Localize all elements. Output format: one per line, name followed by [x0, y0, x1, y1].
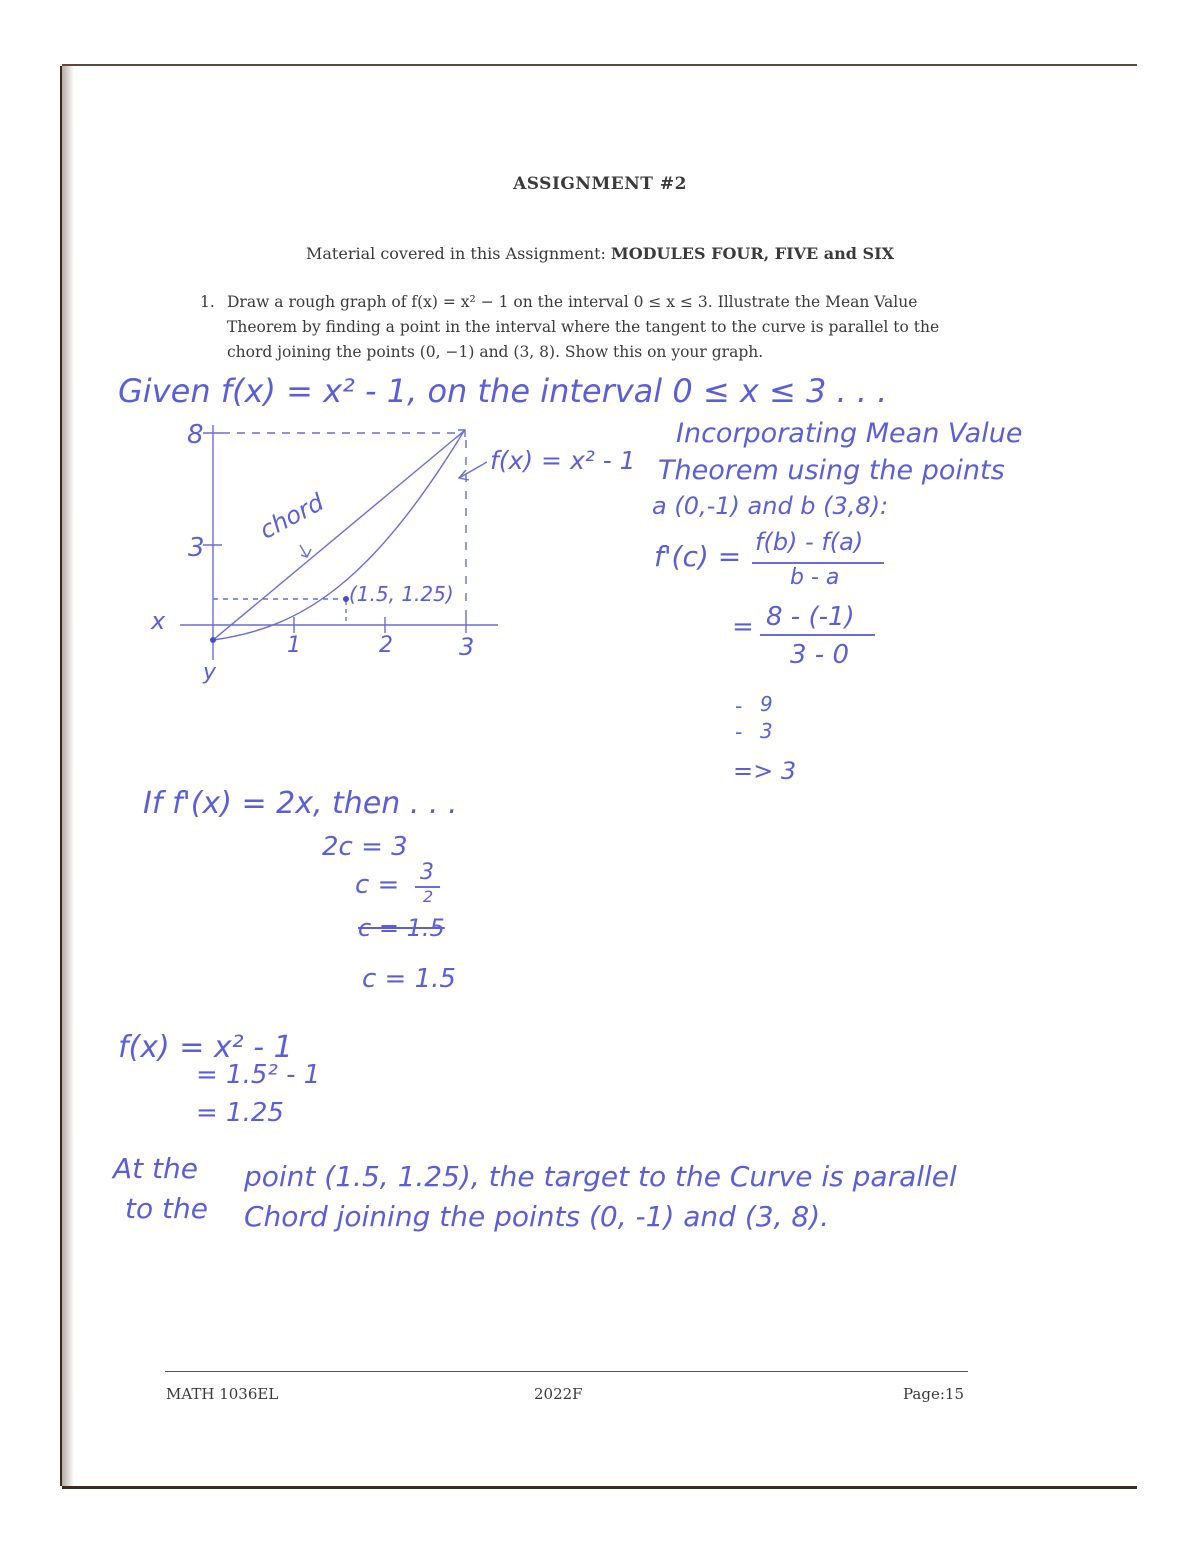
x-tick-label-3: 3: [459, 633, 475, 661]
conclusion-2a: to the: [125, 1192, 208, 1225]
x-tick-label-2: 2: [379, 633, 393, 658]
fc-fraction-bar: [752, 562, 884, 564]
footer-term: 2022F: [534, 1385, 583, 1403]
curve-label: f(x) = x² - 1: [490, 446, 636, 475]
c-line-3-struck: c = 1.5: [358, 914, 445, 942]
x-tick-label-1: 1: [287, 633, 301, 658]
y-tick-label-3: 3: [188, 533, 205, 563]
step-denominator: 3 - 0: [790, 640, 849, 670]
fx-line-1: f(x) = x² - 1: [118, 1030, 293, 1065]
conclusion-2b: Chord joining the points (0, -1) and (3, 8).: [244, 1200, 830, 1233]
step-three: 3: [760, 719, 773, 743]
mvt-line-1: Incorporating Mean Value: [676, 418, 1023, 449]
step-fraction-bar: [760, 634, 875, 636]
problem-line-3: chord joining the points (0, −1) and (3, 8). Show this on your graph.: [227, 343, 764, 361]
curve-arrow: [459, 462, 487, 480]
chord-line: [213, 431, 464, 640]
point-label: (1.5, 1.25): [349, 582, 454, 606]
conclusion-1b: point (1.5, 1.25), the target to the Curve is parallel: [244, 1160, 957, 1193]
problem-number: 1.: [200, 293, 215, 311]
conclusion-1a: At the: [113, 1152, 198, 1185]
x-axis-label: x: [151, 607, 166, 635]
step-result: => 3: [733, 757, 797, 785]
chord-arrow: [300, 545, 311, 557]
mvt-line-2: Theorem using the points: [658, 455, 1005, 486]
step-equals: =: [732, 612, 754, 642]
step-numerator: 8 - (-1): [766, 602, 855, 632]
fc-lhs: f'(c) =: [654, 540, 742, 573]
material-modules: MODULES FOUR, FIVE and SIX: [611, 244, 894, 263]
chord-label: chord: [255, 487, 329, 545]
c-line-1: 2c = 3: [322, 832, 408, 862]
step-three-prefix: -: [735, 720, 743, 744]
material-prefix: Material covered in this Assignment:: [306, 244, 612, 263]
footer-course: MATH 1036EL: [166, 1385, 279, 1403]
c-line-2-den: 2: [423, 887, 434, 906]
origin-point: [210, 637, 216, 643]
fc-denominator: b - a: [790, 565, 840, 590]
problem-line-2: Theorem by finding a point in the interval where the tangent to the curve is parallel to the: [227, 318, 940, 336]
c-line-2-num: 3: [420, 860, 434, 885]
given-line: Given f(x) = x² - 1, on the interval 0 ≤ x ≤ 3 . . .: [118, 372, 888, 410]
fx-line-2: = 1.5² - 1: [196, 1060, 321, 1090]
problem-line-1: Draw a rough graph of f(x) = x² − 1 on the interval 0 ≤ x ≤ 3. Illustrate the Mean Value: [227, 293, 918, 311]
y-axis-label: y: [203, 660, 217, 685]
fx-line-3: = 1.25: [196, 1098, 284, 1128]
step-nine: 9: [760, 692, 773, 716]
c-line-4: c = 1.5: [362, 964, 456, 994]
step-nine-prefix: -: [735, 694, 743, 718]
y-tick-label-8: 8: [187, 420, 204, 450]
mvt-line-3: a (0,-1) and b (3,8):: [652, 492, 889, 520]
if-line: If f'(x) = 2x, then . . .: [143, 786, 458, 821]
fc-numerator: f(b) - f(a): [755, 528, 864, 556]
footer-page: Page:15: [903, 1385, 964, 1403]
assignment-title: ASSIGNMENT #2: [513, 174, 687, 194]
footer-rule: [165, 1371, 968, 1372]
c-line-2-lhs: c =: [355, 870, 400, 900]
